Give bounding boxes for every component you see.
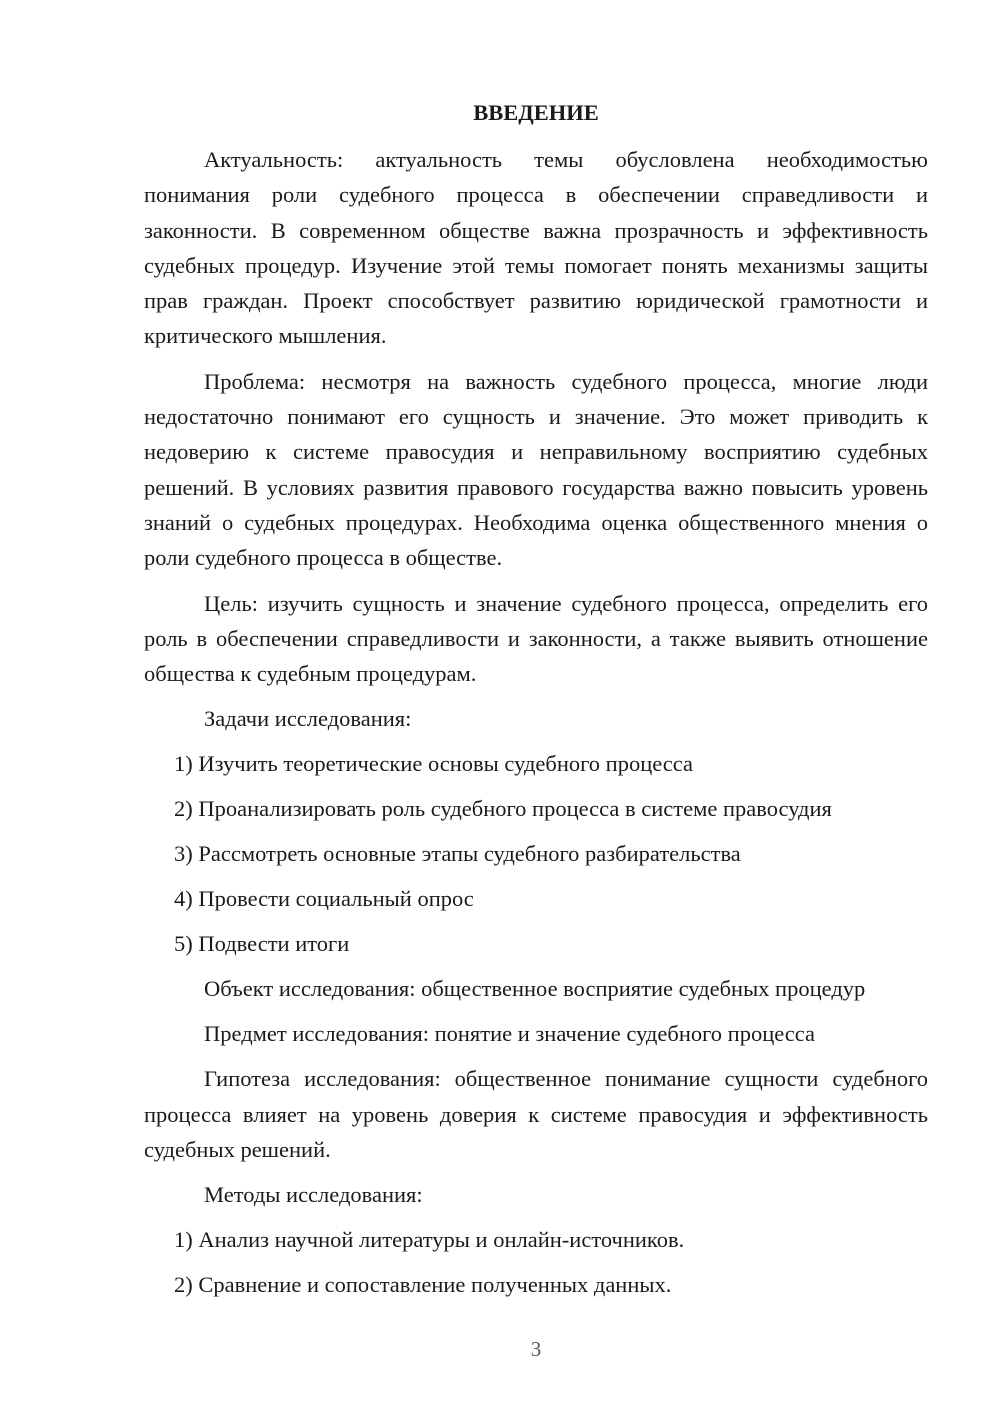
methods-title: Методы исследования: bbox=[204, 1182, 423, 1208]
list-item: 3) Рассмотреть основные этапы судебного разбирательства bbox=[174, 841, 741, 867]
page-heading: ВВЕДЕНИЕ bbox=[473, 100, 599, 125]
page-content bbox=[144, 95, 928, 1312]
list-item: 1) Изучить теоретические основы судебного процесса bbox=[174, 751, 694, 777]
list-item: 5) Подвести итоги bbox=[174, 931, 350, 957]
list-item: 2) Проанализировать роль судебного процесса в системе правосудия bbox=[174, 796, 832, 822]
page-number: 3 bbox=[530, 1337, 542, 1361]
methods-list bbox=[144, 1222, 928, 1302]
goal-paragraph: Цель: изучить сущность и значение судебного процесса, определить его роль в обеспечении справедливости и законности, а также выявить отношение общества к судебным процедурам. bbox=[144, 590, 928, 687]
list-item: 4) Провести социальный опрос bbox=[174, 886, 474, 912]
list-item: 1) Анализ научной литературы и онлайн-источников. bbox=[174, 1227, 685, 1253]
tasks-list bbox=[144, 746, 928, 961]
tasks-title: Задачи исследования: bbox=[204, 706, 412, 732]
list-item: 2) Сравнение и сопоставление полученных данных. bbox=[174, 1272, 672, 1298]
relevance-paragraph: Актуальность: актуальность темы обусловлена необходимостью понимания роли судебного процесса в обеспечении справедливости и законности. В современном обществе важна прозрачность и эффективность судебных процедур. Изучение этой темы помогает понять механизмы защиты прав граждан. Проект способствует развитию юридической грамотности и критического мышления. bbox=[144, 147, 928, 349]
research-subject: Предмет исследования: понятие и значение судебного процесса bbox=[204, 1021, 816, 1047]
problem-paragraph: Проблема: несмотря на важность судебного процесса, многие люди недостаточно понимают его сущность и значение. Это может приводить к недоверию к системе правосудия и неправильному восприятию судебных решений. В условиях развития правового государства важно повысить уровень знаний о судебных процедурах. Необходима оценка общественного мнения о роли судебного процесса в обществе. bbox=[144, 368, 928, 571]
research-object: Объект исследования: общественное восприятие судебных процедур bbox=[204, 976, 866, 1002]
hypothesis-paragraph: Гипотеза исследования: общественное понимание сущности судебного процесса влияет на уровень доверия к системе правосудия и эффективность судебных решений. bbox=[144, 1066, 928, 1163]
